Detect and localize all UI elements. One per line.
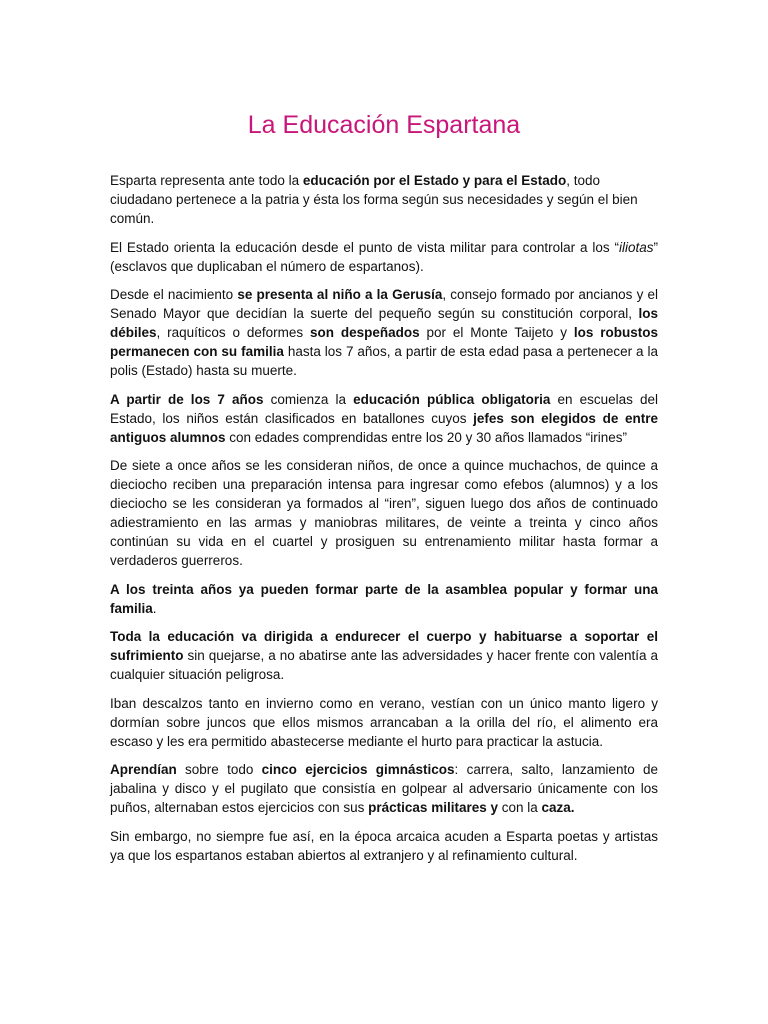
text-run: Esparta representa ante todo la: [110, 173, 303, 188]
document-body: [110, 171, 658, 865]
text-run: De siete a once años se les consideran niños, de once a quince muchachos, de quince a dieciocho reciben una preparación intensa para ingresar como efebos (alumnos) y a los dieciocho se les consideran ya formados al “iren”, siguen luego dos años de continuado adiestramiento en las armas y maniobras militares, de veinte a treinta y cinco años continúan su vida en el cuartel y prosiguen su entrenamiento militar hasta formar a verdaderos guerreros.: [110, 458, 658, 568]
bold-text: A los treinta años ya pueden formar parte de la asamblea popular y formar una familia: [110, 581, 658, 616]
text-run: sobre todo: [176, 762, 262, 777]
paragraph: [110, 238, 658, 276]
paragraph: [110, 456, 658, 570]
text-run: hasta los 7 años, a partir de esta edad pasa a pertenecer a la polis (Estado) hasta su muerte.: [110, 344, 658, 378]
text-run: sin quejarse, a no abatirse ante las adversidades y hacer frente con valentía a cualquier situación peligrosa.: [110, 648, 658, 682]
text-run: , raquíticos o deformes: [156, 325, 311, 340]
text-run: en escuelas del Estado, los niños están clasificados en batallones cuyos: [110, 391, 658, 426]
paragraph: [110, 390, 658, 447]
bold-text: Aprendían: [110, 762, 177, 777]
paragraph: [110, 760, 658, 817]
text-run: por el Monte Taijeto y: [419, 325, 574, 340]
bold-text: se presenta al niño a la Gerusía: [237, 287, 443, 302]
bold-text: caza.: [541, 800, 575, 815]
paragraph: [110, 285, 658, 380]
text-run: comienza la: [263, 391, 354, 407]
document-title: La Educación Espartana: [247, 111, 521, 139]
text-run: Iban descalzos tanto en invierno como en verano, vestían con un único manto ligero y dormían sobre juncos que ellos mismos arrancaban a la orilla del río, el alimento era escaso y les era permitido abastecerse mediante el hurto para practicar la astucia.: [110, 695, 658, 749]
document-page: [110, 0, 658, 874]
paragraph: [110, 827, 658, 865]
paragraph: [110, 580, 658, 618]
bold-text: los robustos permanecen con su familia: [110, 325, 659, 359]
paragraph: [110, 694, 658, 751]
text-run: El Estado orienta la educación desde el punto de vista militar para controlar a los “: [110, 239, 619, 255]
bold-text: cinco ejercicios gimnásticos: [261, 762, 455, 777]
text-run: , todo ciudadano pertenece a la patria y ésta los forma según sus necesidades y según el bien común.: [110, 173, 638, 226]
bold-text: educación pública obligatoria: [353, 391, 551, 407]
bold-text: Toda la educación va dirigida a endurecer el cuerpo y habituarse a soportar el sufrimiento: [110, 629, 658, 663]
bold-text: los débiles: [110, 306, 658, 340]
bold-text: jefes son elegidos de entre antiguos alumnos: [110, 410, 658, 445]
bold-text: educación por el Estado y para el Estado: [302, 173, 567, 188]
text-run: ” (esclavos que duplicaban el número de espartanos).: [110, 239, 658, 274]
text-run: .: [152, 600, 157, 616]
bold-text: prácticas militares y: [368, 800, 498, 815]
text-run: , consejo formado por ancianos y el Senado Mayor que decidían la suerte del pequeño según su constitución corporal,: [110, 287, 658, 321]
text-run: con edades comprendidas entre los 20 y 30 años llamados “irines”: [225, 429, 627, 445]
paragraph: [110, 171, 658, 228]
text-run: con la: [497, 800, 542, 815]
bold-text: son despeñados: [310, 325, 420, 340]
paragraph: [110, 627, 658, 684]
text-run: Sin embargo, no siempre fue así, en la época arcaica acuden a Esparta poetas y artistas ya que los espartanos estaban abiertos al extranjero y al refinamiento cultural.: [110, 828, 658, 863]
bold-text: A partir de los 7 años: [110, 391, 264, 407]
text-run: Desde el nacimiento: [110, 287, 238, 302]
italic-text: iliotas: [618, 239, 654, 255]
text-run: : carrera, salto, lanzamiento de jabalina y disco y el pugilato que consistía en golpear al adversario únicamente con los puños, alternaban estos ejercicios con sus: [110, 762, 659, 815]
